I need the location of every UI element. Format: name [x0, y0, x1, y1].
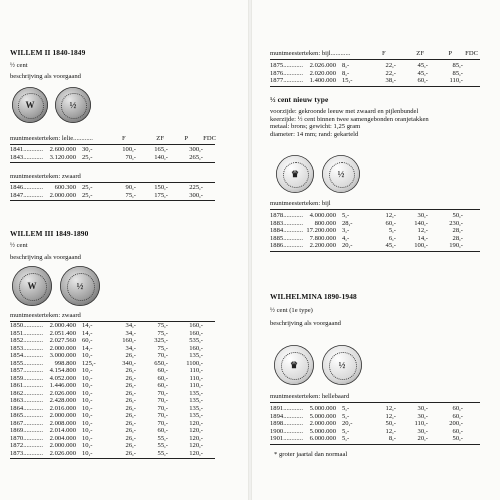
mintage-cell: 5.000.000	[309, 427, 336, 435]
mintage-cell: 2.000.000	[49, 344, 76, 352]
table-row	[10, 337, 220, 345]
price-fdc-cell: 200,-	[449, 420, 463, 427]
price-fdc-cell: 85,-	[452, 62, 463, 69]
footnote: * groter jaartal dan normaal	[274, 451, 348, 458]
price-fdc-cell: 1100,-	[186, 359, 203, 367]
price-p-cell: 30,-	[417, 405, 428, 412]
price-f-cell: 10,-	[82, 374, 93, 382]
table-row	[10, 330, 220, 338]
mintage-cell: 2.004.000	[49, 434, 76, 442]
price-p-cell: 55,-	[157, 442, 168, 449]
year-cell: 1875............	[270, 62, 303, 69]
mintage-cell: 4.052.000	[49, 374, 76, 382]
price-zf-cell: 12,-	[385, 405, 396, 412]
year-cell: 1872............	[10, 442, 43, 449]
year-cell: 1846............	[10, 184, 43, 191]
table-row	[270, 420, 485, 428]
mintage-cell: 1.446.000	[49, 382, 76, 389]
willem-ii-desc: beschrijving als voorgaand	[10, 73, 81, 80]
price-fdc-cell: 110,-	[189, 367, 203, 374]
price-p-cell: 60,-	[417, 77, 428, 84]
table-row	[10, 412, 220, 420]
price-p-cell: 30,-	[417, 427, 428, 435]
price-zf-cell: 70,-	[125, 153, 136, 161]
price-p-cell: 140,-	[154, 153, 168, 161]
table-row	[270, 70, 485, 78]
table-row	[270, 235, 485, 243]
year-cell: 1898............	[270, 420, 303, 427]
price-f-cell: 5,-	[342, 435, 350, 442]
price-f-cell: 60,-	[82, 337, 93, 344]
price-fdc-cell: 60,-	[452, 427, 463, 435]
price-f-cell: 5,-	[342, 427, 350, 435]
mintage-cell: 2.000.000	[49, 442, 76, 449]
crowned-lion-icon: ♛	[289, 359, 299, 370]
year-cell: 1855............	[10, 359, 43, 367]
year-cell: 1862............	[10, 389, 43, 397]
price-zf-cell: 160,-	[122, 337, 136, 344]
year-cell: 1861............	[10, 382, 43, 389]
price-fdc-cell: 60,-	[452, 405, 463, 412]
year-cell: 1891............	[270, 405, 303, 412]
price-fdc-cell: 300,-	[189, 191, 203, 199]
price-zf-cell: 75,-	[125, 191, 136, 199]
willem-iii-coin-obverse	[12, 266, 52, 306]
price-fdc-cell: 160,-	[189, 322, 203, 329]
price-p-cell: 75,-	[157, 329, 168, 337]
price-p-cell: 12,-	[417, 227, 428, 234]
table-header: muntmeesterteken: lelie............ F ZF P FDC	[10, 135, 216, 142]
year-cell: 1870............	[10, 434, 43, 442]
year-cell: 1885............	[270, 234, 303, 242]
half-cent-icon: ½	[76, 281, 84, 291]
mintage-cell: 600.300	[54, 184, 76, 191]
table-row	[10, 367, 220, 375]
price-zf-cell: 26,-	[125, 389, 136, 397]
mintage-cell: 2.027.560	[49, 337, 76, 344]
price-f-cell: 10,-	[82, 397, 93, 404]
wilhelmina-subtitle: ½ cent (1e type)	[270, 307, 313, 314]
new-type-coin-obverse	[276, 155, 314, 193]
price-zf-cell: 26,-	[125, 419, 136, 427]
mintage-cell: 3.120.000	[49, 153, 76, 161]
mintage-cell: 2.008.000	[49, 419, 76, 427]
mintage-cell: 998.800	[54, 359, 76, 367]
price-p-cell: 140,-	[414, 219, 428, 227]
year-cell: 1884............	[270, 227, 303, 234]
price-p-cell: 60,-	[157, 367, 168, 374]
price-zf-cell: 60,-	[385, 219, 396, 227]
mintage-cell: 2.000.000	[49, 412, 76, 419]
year-cell: 1863............	[10, 397, 43, 404]
willem-iii-title: WILLEM III 1849-1890	[10, 229, 89, 238]
price-f-cell: 8,-	[342, 62, 350, 69]
price-p-cell: 150,-	[154, 184, 168, 191]
price-fdc-cell: 120,-	[189, 449, 203, 457]
price-zf-cell: 22,-	[385, 69, 396, 77]
willem-ii-coin-obverse	[12, 87, 48, 123]
price-zf-cell: 5,-	[388, 227, 396, 234]
price-fdc-cell: 110,-	[449, 77, 463, 84]
table-row	[10, 184, 220, 192]
price-f-cell: 20,-	[342, 420, 353, 427]
mintage-cell: 2.014.000	[49, 427, 76, 434]
wilhelmina-coin-reverse	[322, 345, 362, 385]
table-row	[270, 428, 485, 436]
year-cell: 1864............	[10, 404, 43, 412]
price-fdc-cell: 535,-	[189, 337, 203, 344]
price-p-cell: 70,-	[157, 389, 168, 397]
crowned-w-icon: W	[25, 100, 35, 110]
price-zf-cell: 12,-	[385, 427, 396, 435]
price-p-cell: 30,-	[417, 212, 428, 219]
price-p-cell: 60,-	[157, 427, 168, 434]
price-zf-cell: 34,-	[125, 322, 136, 329]
price-f-cell: 30,-	[82, 146, 93, 153]
price-fdc-cell: 230,-	[449, 219, 463, 227]
table-row	[10, 397, 220, 405]
price-p-cell: 55,-	[157, 434, 168, 442]
new-type-line-2: keerzijde: ½ cent binnen twee samengebonden oranjetakken	[270, 115, 429, 123]
price-fdc-cell: 120,-	[189, 419, 203, 427]
year-cell: 1853............	[10, 344, 43, 352]
half-cent-icon: ½	[338, 360, 346, 370]
mintage-cell: 2.000.000	[49, 191, 76, 199]
price-fdc-cell: 60,-	[452, 412, 463, 420]
table-row	[10, 345, 220, 353]
table-row	[10, 435, 220, 443]
price-fdc-cell: 28,-	[452, 227, 463, 234]
price-fdc-cell: 300,-	[189, 146, 203, 153]
new-type-line-4: diameter: 14 mm; rand: gekarteld	[270, 130, 359, 138]
price-f-cell: 8,-	[342, 69, 350, 77]
crowned-lion-icon: ♛	[290, 168, 300, 179]
price-fdc-cell: 135,-	[189, 352, 203, 359]
new-type-title: ½ cent nieuw type	[270, 95, 329, 104]
willem-iii-desc: beschrijving als voorgaand	[10, 254, 81, 261]
year-cell: 1878............	[270, 212, 303, 219]
willem-ii-title: WILLEM II 1840-1849	[10, 48, 86, 57]
year-cell: 1857............	[10, 367, 43, 374]
mintage-cell: 2.200.000	[309, 242, 336, 249]
crowned-w-icon: W	[27, 281, 37, 291]
table-row	[10, 427, 220, 435]
price-f-cell: 14,-	[82, 329, 93, 337]
year-cell: 1867............	[10, 419, 43, 427]
price-f-cell: 25,-	[82, 191, 93, 199]
price-f-cell: 10,-	[82, 382, 93, 389]
wilhelmina-title: WILHELMINA 1890-1948	[270, 292, 357, 301]
price-p-cell: 45,-	[417, 62, 428, 69]
new-type-header: muntmeesterteken: bijl	[270, 200, 331, 207]
table-row	[10, 322, 220, 330]
mintage-cell: 5.000.000	[309, 405, 336, 412]
price-f-cell: 10,-	[82, 449, 93, 457]
price-f-cell: 125,-	[82, 359, 96, 367]
price-p-cell: 70,-	[157, 352, 168, 359]
mintage-cell: 2.000.000	[309, 420, 336, 427]
price-fdc-cell: 135,-	[189, 397, 203, 404]
mintage-cell: 2.026.000	[309, 62, 336, 69]
table-row	[10, 390, 220, 398]
willem-ii-coin-reverse	[55, 87, 91, 123]
price-zf-cell: 34,-	[125, 329, 136, 337]
mintage-cell: 2.428.000	[49, 397, 76, 404]
price-zf-cell: 26,-	[125, 442, 136, 449]
price-f-cell: 10,-	[82, 352, 93, 359]
mintage-cell: 2.026.000	[49, 389, 76, 397]
price-zf-cell: 26,-	[125, 449, 136, 457]
year-cell: 1876............	[270, 69, 303, 77]
price-fdc-cell: 135,-	[189, 389, 203, 397]
price-p-cell: 70,-	[157, 404, 168, 412]
right-page	[252, 0, 500, 500]
price-zf-cell: 45,-	[385, 242, 396, 249]
mintage-cell: 7.800.000	[309, 234, 336, 242]
price-p-cell: 75,-	[157, 344, 168, 352]
new-type-coin-reverse	[322, 155, 360, 193]
willem-ii-table	[10, 135, 240, 205]
mintage-cell: 2.026.000	[49, 449, 76, 457]
mintage-cell: 2.600.000	[49, 146, 76, 153]
year-cell: 1850............	[10, 322, 43, 329]
price-fdc-cell: 190,-	[449, 242, 463, 249]
table-row	[10, 352, 220, 360]
wilhelmina-desc: beschrijving als voorgaand	[270, 320, 341, 327]
mintage-cell: 2.020.000	[309, 69, 336, 77]
year-cell: 1854............	[10, 352, 43, 359]
price-fdc-cell: 160,-	[189, 344, 203, 352]
year-cell: 1883............	[270, 219, 303, 227]
price-zf-cell: 6,-	[388, 234, 396, 242]
table-row	[270, 413, 485, 421]
half-cent-icon: ½	[337, 169, 345, 179]
year-cell: 1851............	[10, 329, 43, 337]
mintage-cell: 6.000.000	[309, 435, 336, 442]
table-row	[10, 146, 220, 154]
price-p-cell: 30,-	[417, 412, 428, 420]
table-row	[10, 375, 220, 383]
year-cell: 1873............	[10, 449, 43, 457]
price-zf-cell: 34,-	[125, 344, 136, 352]
price-f-cell: 15,-	[342, 77, 353, 84]
price-zf-cell: 26,-	[125, 397, 136, 404]
year-cell: 1865............	[10, 412, 43, 419]
price-f-cell: 14,-	[82, 322, 93, 329]
price-p-cell: 165,-	[154, 146, 168, 153]
price-f-cell: 5,-	[342, 212, 350, 219]
new-type-line-3: metaal: brons; gewicht: 1,25 gram	[270, 123, 361, 130]
mintage-cell: 4.154.800	[49, 367, 76, 374]
price-fdc-cell: 50,-	[452, 212, 463, 219]
table-row	[270, 227, 485, 235]
price-f-cell: 10,-	[82, 434, 93, 442]
table-row	[270, 77, 485, 85]
price-zf-cell: 26,-	[125, 404, 136, 412]
table-row	[270, 405, 485, 413]
price-p-cell: 60,-	[157, 374, 168, 382]
willem-iii-coin-reverse	[60, 266, 100, 306]
price-zf-cell: 50,-	[385, 420, 396, 427]
price-fdc-cell: 85,-	[452, 69, 463, 77]
price-p-cell: 100,-	[414, 242, 428, 249]
table-row	[10, 154, 220, 162]
year-cell: 1894............	[270, 412, 303, 420]
year-cell: 1859............	[10, 374, 43, 382]
price-fdc-cell: 120,-	[189, 427, 203, 434]
price-fdc-cell: 135,-	[189, 404, 203, 412]
price-zf-cell: 12,-	[385, 412, 396, 420]
price-p-cell: 70,-	[157, 419, 168, 427]
price-zf-cell: 8,-	[388, 435, 396, 442]
price-f-cell: 25,-	[82, 153, 93, 161]
price-f-cell: 20,-	[342, 242, 353, 249]
price-p-cell: 70,-	[157, 412, 168, 419]
year-cell: 1841............	[10, 146, 43, 153]
willem-ii-subheader: muntmeesterteken: zwaard	[10, 173, 81, 180]
mintage-cell: 2.016.000	[49, 404, 76, 412]
year-cell: 1877............	[270, 77, 303, 84]
mintage-cell: 2.000.400	[49, 322, 76, 329]
price-zf-cell: 12,-	[385, 212, 396, 219]
table-row	[10, 360, 220, 368]
table-row	[270, 62, 485, 70]
mintage-cell: 5.000.000	[309, 412, 336, 420]
price-p-cell: 70,-	[157, 397, 168, 404]
price-p-cell: 14,-	[417, 234, 428, 242]
table-row	[270, 242, 485, 250]
mintage-cell: 2.051.400	[49, 329, 76, 337]
table-row	[10, 382, 220, 390]
price-f-cell: 10,-	[82, 404, 93, 412]
mintage-cell: 800.000	[314, 219, 336, 227]
price-f-cell: 10,-	[82, 442, 93, 449]
price-zf-cell: 340,-	[122, 359, 136, 367]
year-cell: 1869............	[10, 427, 43, 434]
price-fdc-cell: 120,-	[189, 442, 203, 449]
price-p-cell: 55,-	[157, 449, 168, 457]
price-f-cell: 10,-	[82, 389, 93, 397]
price-p-cell: 60,-	[157, 382, 168, 389]
price-fdc-cell: 265,-	[189, 153, 203, 161]
mintage-cell: 1.400.000	[309, 77, 336, 84]
price-f-cell: 10,-	[82, 419, 93, 427]
price-fdc-cell: 28,-	[452, 234, 463, 242]
year-cell: 1901............	[270, 435, 303, 442]
price-zf-cell: 26,-	[125, 427, 136, 434]
price-p-cell: 110,-	[414, 420, 428, 427]
price-f-cell: 10,-	[82, 412, 93, 419]
left-page	[0, 0, 248, 500]
price-f-cell: 28,-	[342, 219, 353, 227]
price-fdc-cell: 120,-	[189, 434, 203, 442]
willem-ii-subtitle: ½ cent	[10, 62, 28, 69]
price-zf-cell: 90,-	[125, 184, 136, 191]
price-fdc-cell: 135,-	[189, 412, 203, 419]
mintage-cell: 3.000.000	[49, 352, 76, 359]
mintage-cell: 17.200.000	[306, 227, 336, 234]
year-cell: 1900............	[270, 427, 303, 435]
price-zf-cell: 26,-	[125, 434, 136, 442]
table-row	[10, 192, 220, 200]
year-cell: 1847............	[10, 191, 43, 199]
table-row	[10, 420, 220, 428]
price-fdc-cell: 225,-	[189, 184, 203, 191]
willem-iii-subtitle: ½ cent	[10, 242, 28, 249]
price-f-cell: 5,-	[342, 405, 350, 412]
price-f-cell: 3,-	[342, 227, 350, 234]
price-zf-cell: 26,-	[125, 367, 136, 374]
price-p-cell: 75,-	[157, 322, 168, 329]
table-row	[270, 212, 485, 220]
price-fdc-cell: 110,-	[189, 382, 203, 389]
new-type-line-1: voorzijde: gekroonde leeuw met zwaard en pijlenbundel	[270, 108, 419, 115]
price-zf-cell: 100,-	[122, 146, 136, 153]
price-p-cell: 45,-	[417, 69, 428, 77]
price-zf-cell: 26,-	[125, 352, 136, 359]
price-f-cell: 14,-	[82, 344, 93, 352]
price-f-cell: 10,-	[82, 427, 93, 434]
price-zf-cell: 26,-	[125, 382, 136, 389]
price-f-cell: 25,-	[82, 184, 93, 191]
price-fdc-cell: 160,-	[189, 329, 203, 337]
table-row	[270, 435, 485, 443]
price-p-cell: 325,-	[154, 337, 168, 344]
table-row	[10, 442, 220, 450]
price-f-cell: 10,-	[82, 367, 93, 374]
half-cent-icon: ½	[69, 100, 77, 110]
year-cell: 1852............	[10, 337, 43, 344]
price-p-cell: 20,-	[417, 435, 428, 442]
price-p-cell: 650,-	[154, 359, 168, 367]
table-row	[10, 405, 220, 413]
price-zf-cell: 26,-	[125, 374, 136, 382]
table-row	[10, 450, 220, 458]
price-zf-cell: 26,-	[125, 412, 136, 419]
price-p-cell: 175,-	[154, 191, 168, 199]
year-cell: 1843............	[10, 153, 43, 161]
price-fdc-cell: 110,-	[189, 374, 203, 382]
wilhelmina-coin-obverse	[274, 345, 314, 385]
table-row	[270, 220, 485, 228]
table-header: muntmeesterteken: bijl............ F ZF P FDC	[270, 50, 478, 57]
price-zf-cell: 38,-	[385, 77, 396, 84]
wilhelmina-header: muntmeesterteken: hellebaard	[270, 393, 350, 400]
willem-iii-header: muntmeesterteken: zwaard	[10, 312, 81, 319]
price-f-cell: 4,-	[342, 234, 350, 242]
mintage-cell: 4.000.000	[309, 212, 336, 219]
price-f-cell: 5,-	[342, 412, 350, 420]
price-zf-cell: 22,-	[385, 62, 396, 69]
year-cell: 1886............	[270, 242, 303, 249]
price-fdc-cell: 50,-	[452, 435, 463, 442]
